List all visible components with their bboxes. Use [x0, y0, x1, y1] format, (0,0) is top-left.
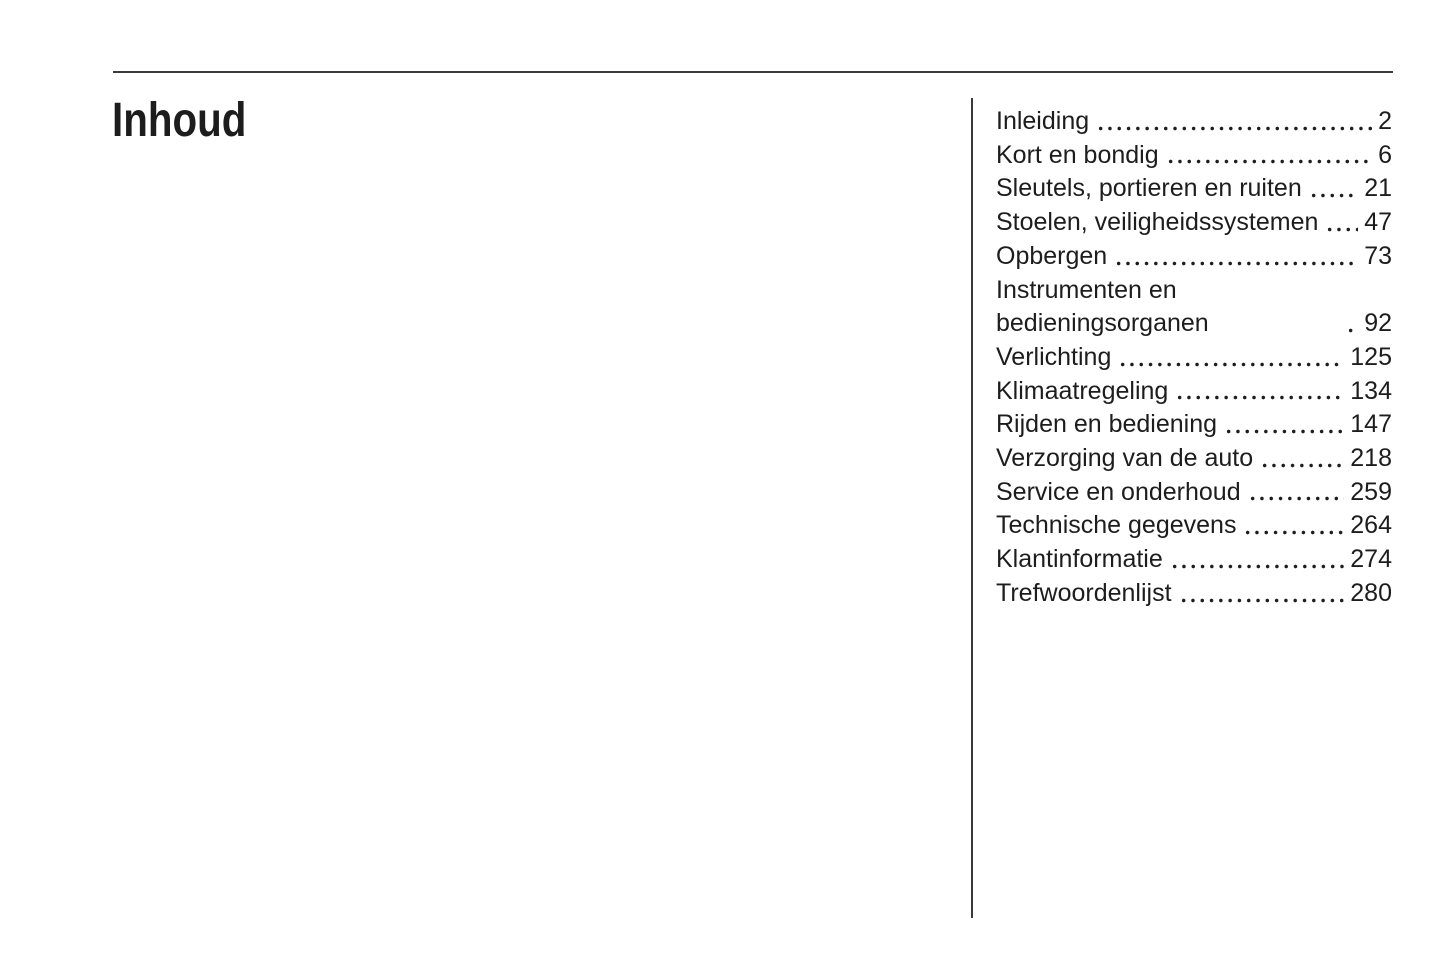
page-title: Inhoud [112, 94, 247, 147]
toc-entry-page-number: 92 [1364, 309, 1392, 338]
toc-entry [996, 274, 1392, 341]
toc-leader-dots [1224, 429, 1344, 434]
toc-entry-label: Klimaatregeling [996, 376, 1169, 405]
toc-entry-page-number: 2 [1378, 107, 1392, 135]
toc-leader-dots [1175, 395, 1344, 400]
toc-leader-dots [1170, 564, 1345, 569]
toc-entry-label: Inleiding [996, 107, 1090, 135]
toc-entry-page-number: 134 [1350, 376, 1392, 405]
toc-entry-label: Instrumenten en bedieningsorganen [996, 275, 1209, 338]
toc-entry-label: Stoelen, veiligheidssystemen [996, 208, 1319, 237]
top-horizontal-rule [113, 71, 1393, 73]
toc-entry-page-number: 259 [1350, 477, 1392, 506]
toc-entry [996, 341, 1392, 375]
toc-leader-dots [1243, 530, 1344, 535]
toc-entry-page-number: 274 [1350, 545, 1392, 574]
toc-entry [996, 442, 1392, 476]
toc-entry [996, 105, 1392, 139]
toc-leader-dots [1096, 126, 1372, 131]
toc-entry-label: Kort en bondig [996, 140, 1159, 169]
toc-leader-dots [1118, 362, 1344, 367]
toc-entry [996, 375, 1392, 409]
toc-entry [996, 172, 1392, 206]
toc-entry-label: Verlichting [996, 342, 1112, 371]
toc-entry-label: Opbergen [996, 241, 1108, 270]
toc-leader-dots [1346, 328, 1358, 333]
toc-leader-dots [1260, 463, 1344, 468]
toc-entry-label: Verzorging van de auto [996, 444, 1254, 473]
toc-entry-page-number: 280 [1350, 578, 1392, 607]
toc-leader-dots [1179, 598, 1345, 603]
toc-leader-dots [1166, 159, 1372, 164]
toc-leader-dots [1248, 496, 1345, 501]
toc-entry-page-number: 264 [1350, 511, 1392, 540]
toc-leader-dots [1309, 193, 1358, 198]
column-divider-line [971, 98, 973, 918]
toc-entry [996, 543, 1392, 577]
toc-entry [996, 408, 1392, 442]
toc-leader-dots [1325, 227, 1358, 232]
toc-entry-page-number: 21 [1364, 174, 1392, 203]
toc-entry-label: Trefwoordenlijst [996, 578, 1172, 607]
toc-entry-page-number: 6 [1378, 140, 1392, 169]
toc-entry-label: Klantinformatie [996, 545, 1163, 574]
toc-entry [996, 206, 1392, 240]
toc-list [996, 105, 1392, 611]
toc-entry-page-number: 125 [1350, 342, 1392, 371]
toc-entry-page-number: 47 [1364, 208, 1392, 237]
toc-entry-label: Sleutels, portieren en ruiten [996, 174, 1302, 203]
toc-entry-label: Service en onderhoud [996, 477, 1241, 506]
toc-entry-page-number: 218 [1350, 444, 1392, 473]
toc-entry [996, 240, 1392, 274]
toc-leader-dots [1114, 261, 1358, 266]
toc-entry [996, 509, 1392, 543]
toc-entry [996, 577, 1392, 611]
toc-entry [996, 476, 1392, 510]
toc-entry-label: Technische gegevens [996, 511, 1237, 540]
toc-entry [996, 139, 1392, 173]
toc-entry-page-number: 73 [1364, 241, 1392, 270]
toc-entry-page-number: 147 [1350, 410, 1392, 439]
toc-entry-label: Rijden en bediening [996, 410, 1218, 439]
